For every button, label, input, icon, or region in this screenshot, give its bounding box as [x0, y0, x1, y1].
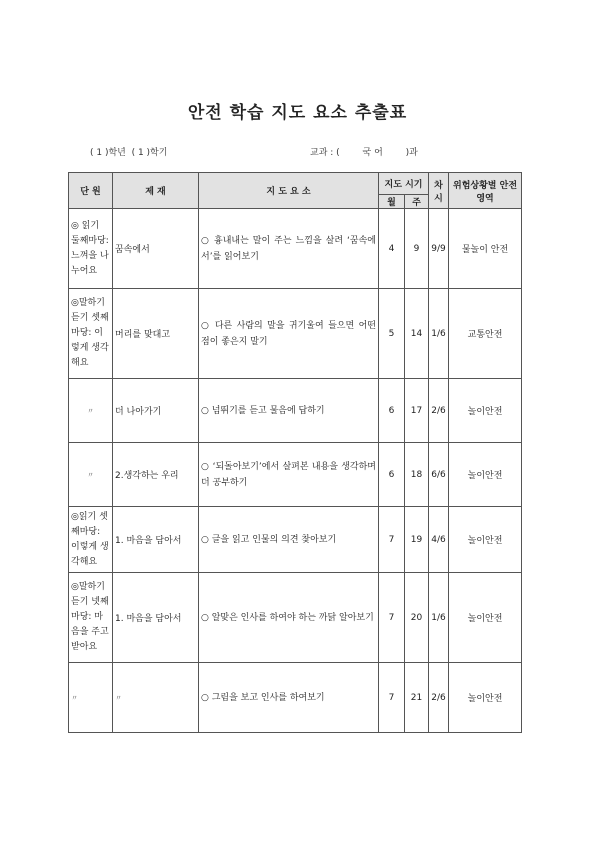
cell-area: 물놀이 안전	[449, 209, 522, 289]
cell-unit: ◎말하기 듣기 셋째마당: 이렇게 생각해요	[69, 289, 113, 379]
cell-area: 놀이안전	[449, 507, 522, 573]
header-area: 위험상황별 안전영역	[449, 173, 522, 209]
cell-material: 꿈속에서	[113, 209, 199, 289]
table-row	[69, 379, 522, 443]
cell-week: 18	[405, 443, 429, 507]
cell-area: 놀이안전	[449, 443, 522, 507]
cell-unit: ◎ 읽기 둘째마당: 느껴을 나누어요	[69, 209, 113, 289]
header-lesson: 차 시	[429, 173, 449, 209]
cell-week: 14	[405, 289, 429, 379]
table-row	[69, 209, 522, 289]
header-element: 지 도 요 소	[199, 173, 379, 209]
cell-element: ○ 알맞은 인사를 하여야 하는 까닭 알아보기	[199, 573, 379, 663]
cell-month: 7	[379, 663, 405, 733]
cell-element: ○ ‘되돌아보기’에서 살펴본 내용을 생각하며 더 공부하기	[199, 443, 379, 507]
table-row	[69, 507, 522, 573]
header-unit: 단 원	[69, 173, 113, 209]
subject-label: 교과 : ( 국 어 )과	[310, 148, 418, 158]
cell-material: 더 나아가기	[113, 379, 199, 443]
cell-lesson: 6/6	[429, 443, 449, 507]
header-material: 제 재	[113, 173, 199, 209]
cell-area: 놀이안전	[449, 573, 522, 663]
cell-month: 5	[379, 289, 405, 379]
cell-material: 머리를 맞대고	[113, 289, 199, 379]
cell-month: 7	[379, 507, 405, 573]
cell-element: ○ 흉내내는 말이 주는 느낌을 살려 ‘꿈속에서’를 읽어보기	[199, 209, 379, 289]
cell-lesson: 9/9	[429, 209, 449, 289]
cell-material: 1. 마음을 담아서	[113, 507, 199, 573]
cell-lesson: 4/6	[429, 507, 449, 573]
cell-area: 놀이안전	[449, 663, 522, 733]
header-month: 월	[379, 195, 405, 209]
cell-unit: ◎말하기 듣기 넷째마당: 마음을 주고 받아요	[69, 573, 113, 663]
cell-material: 2.생각하는 우리	[113, 443, 199, 507]
cell-month: 4	[379, 209, 405, 289]
safety-elements-table	[68, 172, 522, 733]
table-row	[69, 289, 522, 379]
cell-week: 17	[405, 379, 429, 443]
cell-element: ○ 다른 사람의 말을 귀기울여 들으면 어떤 점이 좋은지 말기	[199, 289, 379, 379]
header-row	[69, 173, 522, 195]
header-week: 주	[405, 195, 429, 209]
cell-area: 교통안전	[449, 289, 522, 379]
cell-lesson: 1/6	[429, 573, 449, 663]
cell-month: 6	[379, 379, 405, 443]
table-row	[69, 443, 522, 507]
cell-area: 놀이안전	[449, 379, 522, 443]
grade-semester: ( 1 )학년 ( 1 )학기	[90, 148, 168, 158]
table-row	[69, 663, 522, 733]
cell-lesson: 2/6	[429, 663, 449, 733]
cell-week: 20	[405, 573, 429, 663]
cell-unit: 〃	[69, 443, 113, 507]
cell-lesson: 2/6	[429, 379, 449, 443]
cell-element: ○ 넘뛰기를 듣고 물음에 답하기	[199, 379, 379, 443]
cell-unit: ◎읽기 셋째마당: 이렇게 생각해요	[69, 507, 113, 573]
header-period: 지도 시기	[379, 173, 429, 195]
cell-week: 9	[405, 209, 429, 289]
cell-lesson: 1/6	[429, 289, 449, 379]
page-title: 안전 학습 지도 요소 추출표	[187, 103, 408, 123]
cell-unit: 〃	[69, 379, 113, 443]
cell-material: 〃	[113, 663, 199, 733]
cell-week: 21	[405, 663, 429, 733]
cell-week: 19	[405, 507, 429, 573]
table-row	[69, 573, 522, 663]
cell-element: ○ 그림을 보고 인사를 하여보기	[199, 663, 379, 733]
cell-month: 6	[379, 443, 405, 507]
cell-month: 7	[379, 573, 405, 663]
cell-element: ○ 글을 읽고 인물의 의견 찾아보기	[199, 507, 379, 573]
cell-unit: 〃	[69, 663, 113, 733]
cell-material: 1. 마음을 담아서	[113, 573, 199, 663]
